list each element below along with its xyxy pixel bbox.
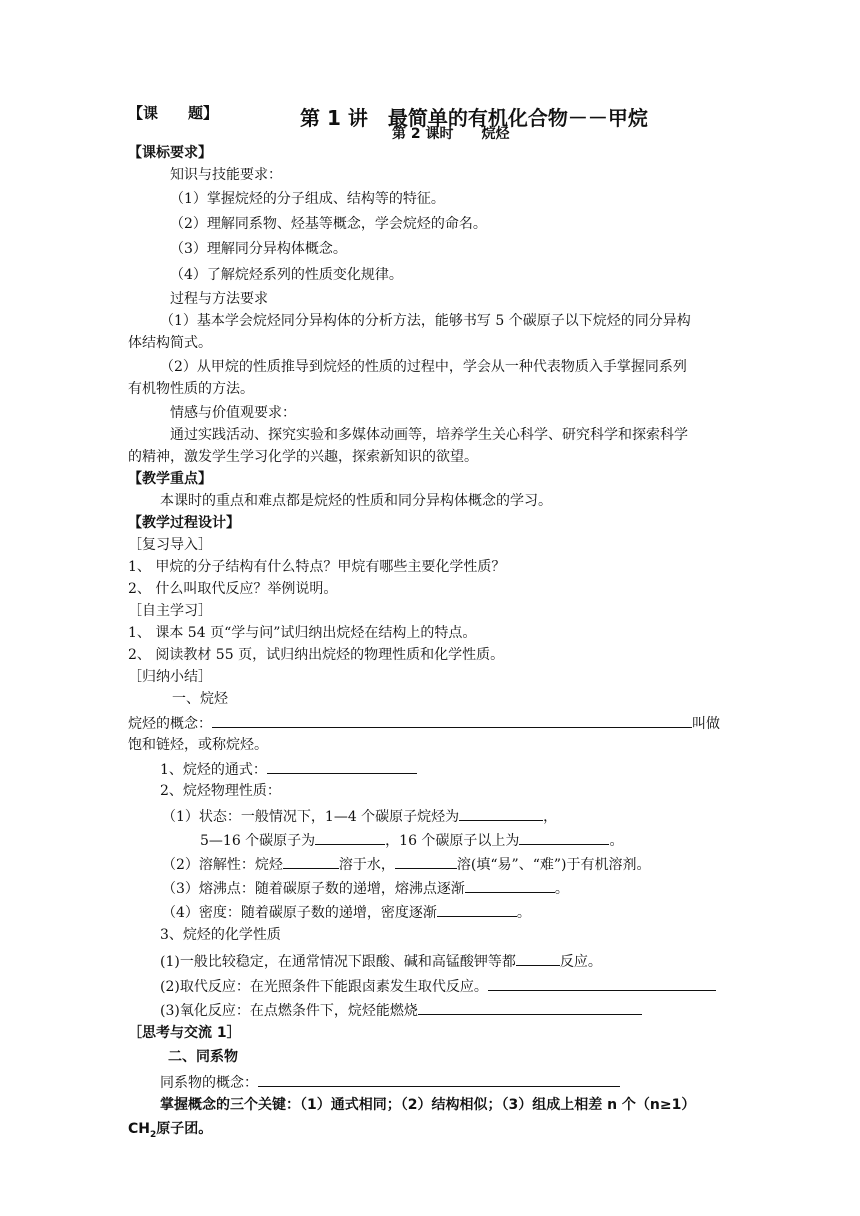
- text-line: 1、 甲烷的分子结构有什么特点？甲烷有哪些主要化学性质？: [128, 559, 506, 575]
- text-line: 本课时的重点和难点都是烷烃的性质和同分异构体概念的学习。: [160, 493, 552, 509]
- text-line: $CH_2$原子团。: [128, 1121, 213, 1140]
- section-heading: 【课标要求】: [128, 145, 212, 161]
- text-line: 的精神，激发学生学习化学的兴趣，探索新知识的欲望。: [128, 449, 478, 465]
- text-line: 3、烷烃的化学性质: [160, 927, 281, 943]
- text-line: 5—16 个碳原子为 ，16 个碳原子以上为 。: [200, 830, 623, 850]
- text-line: 掌握概念的三个关键：（1）通式相同；（2）结构相似；（3）组成上相差 n 个（n≥1）: [160, 1097, 696, 1113]
- text-line: 2、烷烃物理性质：: [160, 783, 281, 799]
- subsection-heading: ［复习导入］: [128, 537, 212, 553]
- text-line: （1）掌握烷烃的分子组成、结构等的特征。: [170, 191, 445, 207]
- text-line: 同系物的概念：: [160, 1072, 620, 1092]
- text-line: 情感与价值观要求：: [170, 405, 296, 421]
- text-line: （4）了解烷烃系列的性质变化规律。: [170, 267, 403, 283]
- text-line: （3）熔沸点：随着碳原子数的递增，熔沸点逐渐 。: [162, 878, 569, 898]
- lesson-label: 【课 题】: [128, 104, 219, 122]
- text-line: 通过实践活动、探究实验和多媒体动画等，培养学生关心科学、研究科学和探索科学: [170, 427, 688, 443]
- text-line: （2）理解同系物、烃基等概念，学会烷烃的命名。: [170, 216, 487, 232]
- text-line: （2）从甲烷的性质推导到烷烃的性质的过程中，学会从一种代表物质入手掌握同系列: [160, 359, 687, 375]
- text-line: 有机物性质的方法。: [128, 381, 254, 397]
- section-heading: 【教学重点】: [128, 471, 212, 487]
- section-heading: 【教学过程设计】: [128, 515, 240, 531]
- text-line: 过程与方法要求: [170, 291, 268, 307]
- text-line: 饱和链烃，或称烷烃。: [128, 737, 268, 753]
- text-line: 知识与技能要求：: [170, 167, 282, 183]
- text-line: 2、 什么叫取代反应？举例说明。: [128, 581, 338, 597]
- section-heading: 二、同系物: [168, 1049, 238, 1065]
- text-line: 2、 阅读教材 55 页，试归纳出烷烃的物理性质和化学性质。: [128, 647, 505, 663]
- text-line: (2)取代反应：在光照条件下能跟卤素发生取代反应。: [160, 976, 716, 996]
- text-line: (3)氧化反应：在点燃条件下，烷烃能燃烧: [160, 1000, 642, 1020]
- text-line: 烷烃的概念： 叫做: [128, 713, 720, 733]
- text-line: （4）密度：随着碳原子数的递增，密度逐渐 。: [162, 902, 531, 922]
- subsection-heading: ［归纳小结］: [128, 669, 212, 685]
- text-line: （3）理解同分异构体概念。: [170, 241, 347, 257]
- text-line: （2）溶解性：烷烃 溶于水， 溶(填“易”、“难”)于有机溶剂。: [162, 854, 650, 874]
- lesson-title: 第 1 讲 最简单的有机化合物－－甲烷: [300, 106, 648, 130]
- text-line: (1)一般比较稳定，在通常情况下跟酸、碱和高锰酸钾等都 反应。: [160, 951, 602, 971]
- subsection-heading: ［自主学习］: [128, 603, 212, 619]
- lesson-subtitle: 第 2 课时 烷烃: [392, 126, 510, 142]
- text-line: 1、 课本 54 页“学与问”试归纳出烷烃在结构上的特点。: [128, 625, 477, 641]
- text-line: 1、烷烃的通式：: [160, 759, 417, 779]
- text-line: （1）状态：一般情况下，1—4 个碳原子烷烃为 ，: [162, 806, 557, 826]
- text-line: 体结构简式。: [128, 335, 212, 351]
- subsection-heading: ［思考与交流 1］: [128, 1025, 241, 1041]
- text-line: （1）基本学会烷烃同分异构体的分析方法，能够书写 5 个碳原子以下烷烃的同分异构: [160, 313, 691, 329]
- text-line: 一、烷烃: [172, 691, 228, 707]
